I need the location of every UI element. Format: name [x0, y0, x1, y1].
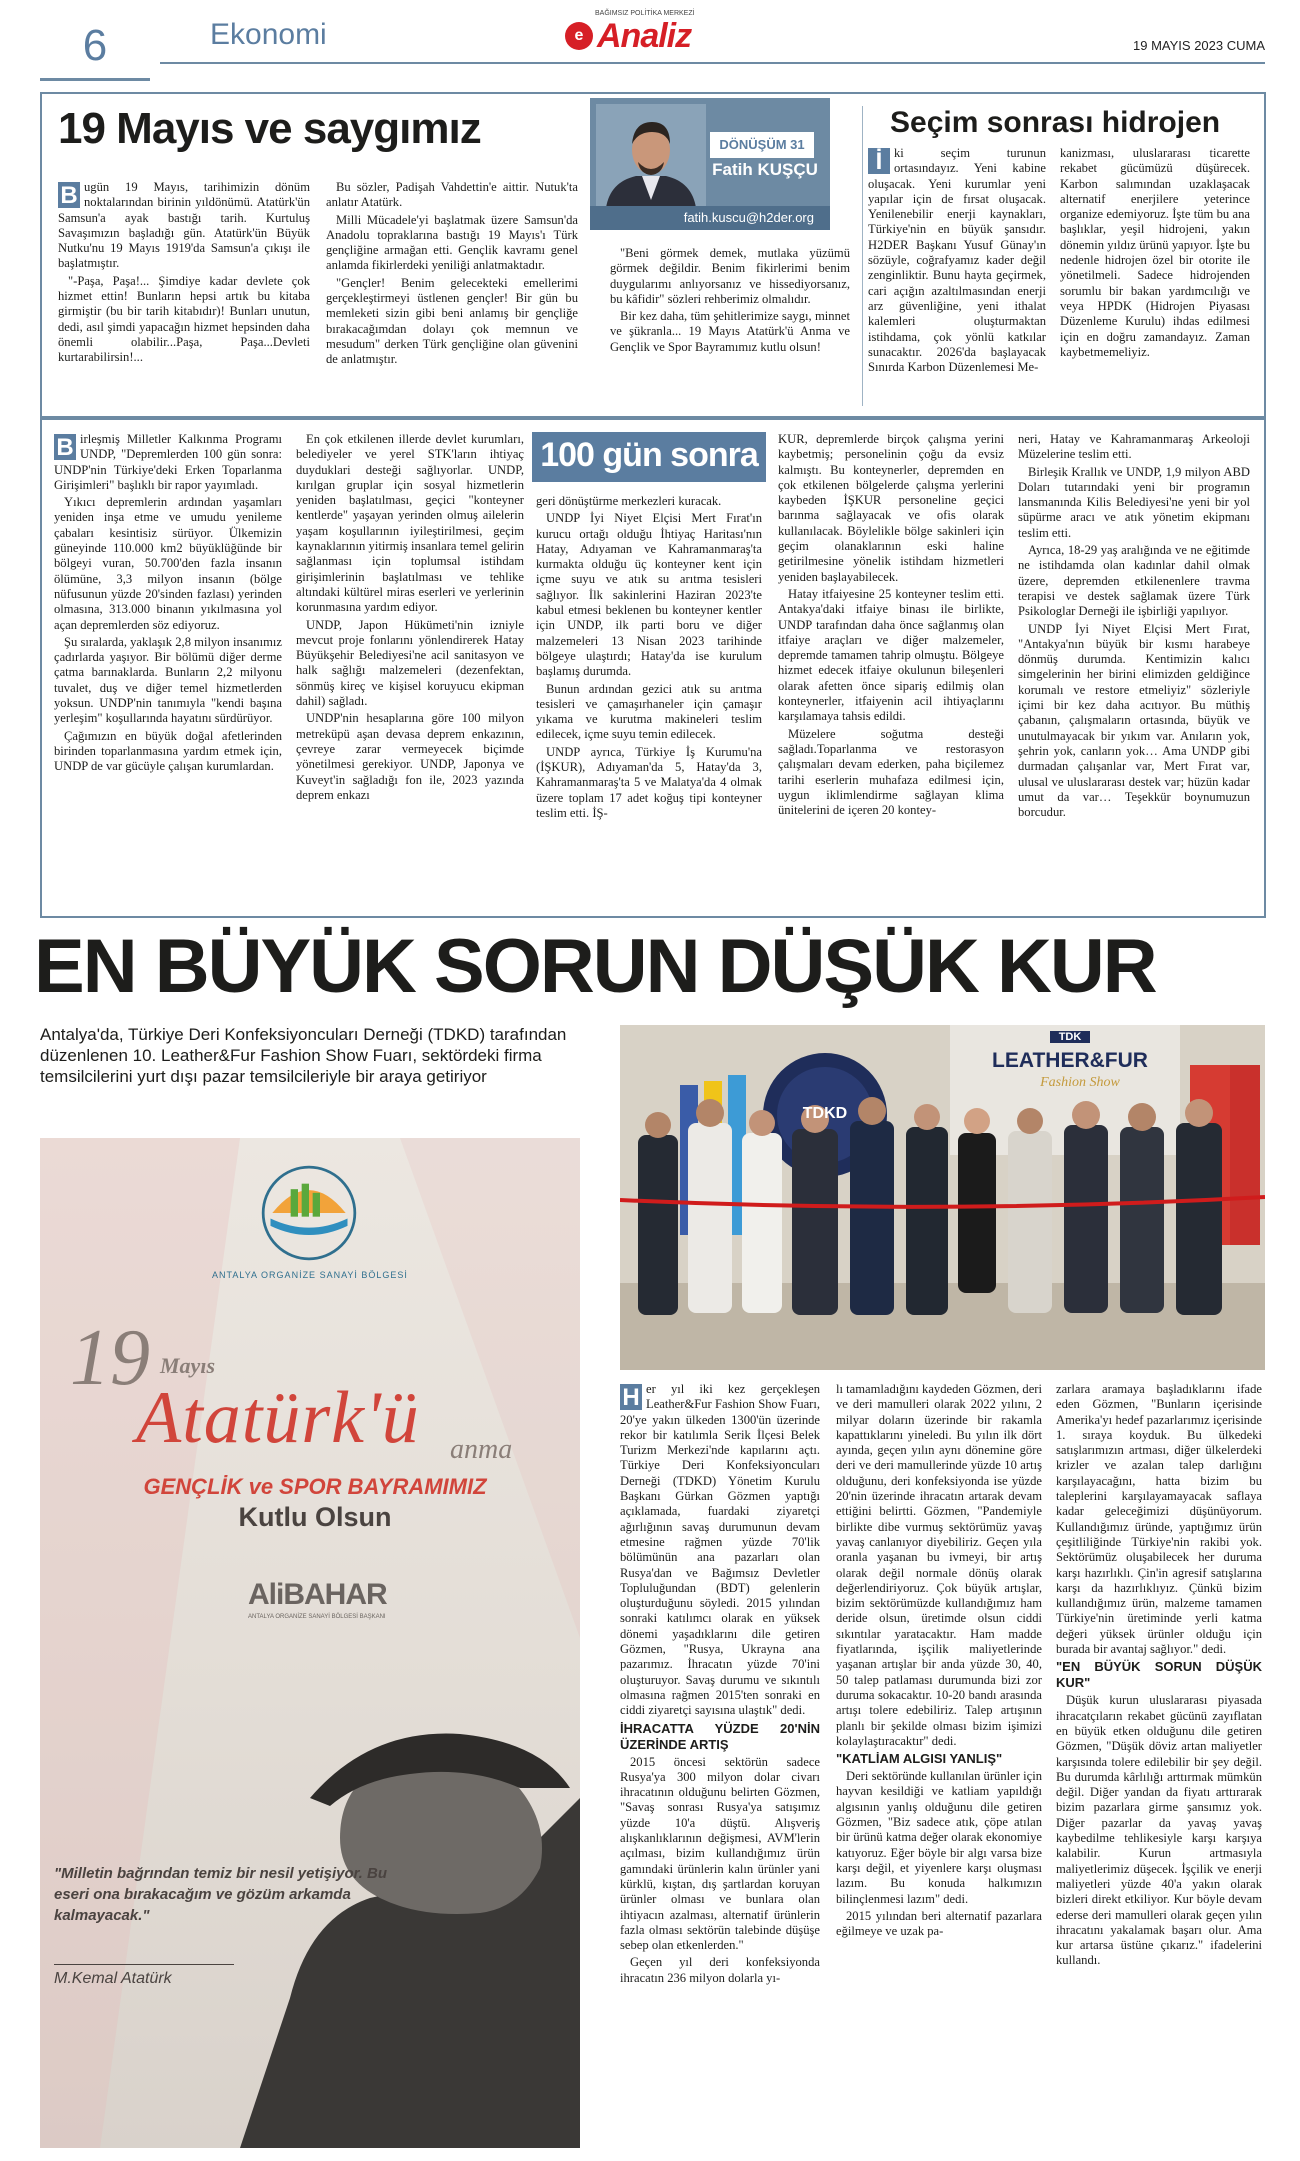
- article2-title: Seçim sonrası hidrojen: [890, 106, 1221, 139]
- subhead-katliam: "KATLİAM ALGISI YANLIŞ": [836, 1751, 1003, 1767]
- main-headline: EN BÜYÜK SORUN DÜŞÜK KUR: [34, 924, 1156, 1009]
- article4-deck: Antalya'da, Türkiye Deri Konfeksiyoncuları Derneği (TDKD) tarafından düzenlenen 10. Leather&Fur Fashion Show Fuarı, sektördeki firma temsilcilerini yurt dışı pazar temsilcileriyle bir araya getiriyor: [40, 1025, 567, 1086]
- advert-org: ANTALYA ORGANİZE SANAYİ BÖLGESİ: [212, 1270, 408, 1280]
- advert-brand: AliBAHAR: [248, 1578, 387, 1611]
- dropcap-b: B: [58, 182, 80, 208]
- author-portrait: [596, 104, 706, 208]
- tdkd-badge: TDKD: [802, 1105, 848, 1122]
- advert-quote-rule: [54, 1964, 234, 1965]
- aosb-logo-icon: [254, 1158, 364, 1268]
- advert-quote: "Milletin bağrından temiz bir nesil yetişiyor. Bu eseri ona bırakacağım ve gözüm arkamda kalmayacak.": [54, 1865, 388, 1924]
- issue-date: 19 MAYIS 2023 CUMA: [1133, 38, 1265, 53]
- fair-banner-top: TDK: [1050, 1031, 1090, 1043]
- advert-line2: Kutlu Olsun: [238, 1502, 392, 1532]
- article2-col1: İ ki seçim turunun ortasındayız. Yeni kabine oluşacak. Yeni kurumlar yeni yapılar için de fırsat oluşacak. Yenilenebilir enerji kaynakları, Türkiye'nin en büyük şansıdır. H2DER Başkanı Yusuf Günay'ın sözüyle, coğrafyamız kader değil zenginliktir. Bunu hayta geçirmek, cari açığın azaltılmasından enerji arz güvenliğine, yeni ithalat kalemleri oluşturmaktan istihdama, çok yönlü katkılar sunacaktır. 2026'da başlayacak Sınırda Karbon Düzenlemesi Me-: [868, 146, 1046, 375]
- article4-col2: lı tamamladığını kaydeden Gözmen, deri ve deri mamulleri olarak 2022 yılını, 2 milyar doların üzerinde bir rakamla kapattıklarını yineledi. Bu yılın ilk dört ayında, geçen yılın aynı dönemine göre deri ve deri mamullerinde yüzde 10 artış olduğunu, deri konfeksiyonda ise yüzde 20'nin üzerinde ihracatın artarak devam ettiğini belirtti. Gözmen, "Pandemiyle birlikte dibe vurmuş sektörümüz yavaş yavaş canlanıyor diyebiliriz. Geçen yıla oranla yaşanan bu ivmeyi, bir artış olarak değil normale dönüş olarak değerlendiriyoruz. Çok büyük artışlar, bizim sektörümüzde kullandığımız ham deride olsun, üretimde olsun ciddi sıkıntılar yaratacaktır. Ham madde fiyatlarında, işçilik maliyetlerinde yaşanan artışlar bir anda yüzde 30, 40, 50 talep patlaması durumunda bizi zor duruma sokacaktır. 10-20 bandı arasında artışı tolere edebiliriz. Talep artışının planlı bir şekilde olması bizim işimizi kolaylaştıracaktır" dedi. "KATLİAM ALGISI YANLIŞ" Deri sektöründe kullanılan ürünler için hayvan kesildiği ve katliam yapıldığı algısının yanlış olduğunu dile getiren Gözmen, "Biz sadece atık, çöpe atılan bir ürünü katma değer olarak ekonomiye katıyoruz. Eğer böyle bir algı varsa bize karşı değil, et yiyenlere karşı oluşması lazım. Bu konuda halkımızın bilinçlenmesi lazım" dedi. 2015 yılından beri alternatif pazarlara eğilmeye ve uzak pa-: [836, 1382, 1042, 1939]
- advert-background: [40, 1138, 580, 2148]
- author-name: Fatih KUŞÇU: [712, 160, 818, 179]
- logo-icon: e: [565, 22, 593, 50]
- article4-col1: H er yıl iki kez gerçekleşen Leather&Fur Fashion Show Fuarı, 20'ye yakın ülkeden 1300'ün üzerinde rekor bir katılımla Serik İlçesi Belek Turizm Merkezi'nde kapılarını açtı. Türkiye Deri Konfeksiyoncuları Derneği (TDKD) Yönetim Kurulu Başkanı Gürkan Gözmen yaptığı açıklamada, fuardaki ziyaretçi ağırlığının savaş durumunun devam etmesine rağmen yüzde 70'lik bölümünün ana pazarları olan Rusya'dan ve Bağımsız Devletler Topluluğundan (BDT) gelenlerin oluşturduğunu söyledi. 2015 yılından sonraki katılımcı olarak en yüksek dönemi yaşadıklarını dile getiren Gözmen, "Rusya, Ukrayna ana pazarımız. İhracatın yüzde 70'ini oluşturuyor. Savaş durumu ve sıkıntılı olmasına rağmen 2015'ten sonraki en ciddi ziyaretçi sayısına ulaştık" dedi. İHRACATTA YÜZDE 20'NİN ÜZERİNDE ARTIŞ 2015 öncesi sektörün sadece Rusya'ya 300 milyon dolar civarı ihracatının olduğunu belirten Gözmen, "Savaş sonrası Rusya'ya satışımız yüzde 10'a düştü. Alışveriş alışkanlıklarının değişmesi, AVM'lerin açılması, bizim kullandığımız ürün gamındaki ürünlerin kalın ürünler yani kürklü, kıştan, dış şartlardan koruyan ürünler olması ve bunlara olan ihtiyacın azalması, alternatif ürünlerin fazla olması sektörün talebinde düşüşe sebep olan etkenlerden." Geçen yıl deri konfeksiyonda ihracatın 236 milyon dolarla yı-: [620, 1382, 820, 1985]
- fair-banner-title: LEATHER&FUR: [992, 1049, 1148, 1072]
- column-series: DÖNÜŞÜM 31: [710, 132, 814, 158]
- newspaper-logo[interactable]: [565, 10, 695, 55]
- article3-col4: KUR, depremlerde birçok çalışma yerini kaybetmiş; personelinin çoğu da evsiz kalmıştı. Bu konteynerler, depremden en çok etkilenen bölgelerde çalışma yerlerini kaybeden İŞKUR personeline geçici barınma sağlayacak ve ofis olarak kullanılacak. Böylelikle bölge sakinleri için geçim olanaklarının eski haline getirilmesine yönelik istihdam hizmetleri yeniden başlayabilecek. Hatay itfaiyesine 25 konteyner teslim etti. Antakya'daki itfaiye binası ile birlikte, UNDP tarafından daha önce sağlanmış olan itfaiye araçları ve diğer malzemeler, depremde tamamen tahrip olmuştu. Bölgeye hizmet edecek itfaiye okulunun bileşenleri olarak afetten önce sipariş edilmiş olan konteynerler, itfaiyenin acil ihtiyaçlarını karşılamaya tahsis edildi. Müzelere soğutma desteği sağladı.Toparlanma ve restorasyon çalışmaları devam ederken, paha biçilemez tarihi eserlerin muhafaza edilmesi için, uygun iklimlendirme sağlayan klima ünitelerini de içeren 20 kontey-: [778, 432, 1004, 818]
- article3-col2: En çok etkilenen illerde devlet kurumları, belediyeler ve yerel STK'ların ihtiyaç duyduklari desteği sağlıyorlar. UNDP, kırılgan gruplar için sosyal hizmetlerin yeniden başlatılması, geçici "konteyner kentlerde" yaşayan yerinden olmuş ailelerin yaşam koşullarının iyileştirilmesi, geçim kaynaklarının yitirmiş insanlara temel gelirin sağlanması için toplumsal istihdam girişimlerinin başlatılması ve tehlike altındaki kültürel miras eserleri ve yerlerinin korunmasına yardım ediyor. UNDP, Japon Hükümeti'nin izniyle mevcut proje fonlarını yönlendirerek Hatay Büyükşehir Belediyesi'ne acil sanitasyon ve halk sağlığı malzemeleri (dezenfektan, sönmüş kireç ve kişisel koruyucu ekipman dahil) sağladı. UNDP'nin hesaplarına göre 100 milyon metreküpü aşan devasa deprem enkazının, çevreye zarar vermeyecek biçimde yönetilmesi gerekiyor. UNDP, Japonya ve Kuveyt'in sağladığı fon ile, 2023 yazında deprem enkazı: [296, 432, 524, 802]
- article3-col3: geri dönüştürme merkezleri kuracak. UNDP İyi Niyet Elçisi Mert Fırat'ın kurucu ortağı olduğu İhtiyaç Haritası'nın Hatay, Adıyaman ve Kahramanmaraş'ta kurmakta olduğu üç konteyner kent için içme suyu ve atık su arıtma tesisleri sağlıyor. İlk sakinlerini Haziran 2023'te kabul etmesi beklenen bu konteyner kentler için UNDP, ilk parti boru ve diğer malzemeleri 13 Nisan 2023 tarihinde bölgeye ulaştırdı; Hatay'da ise kurulum başlamış durumda. Bunun ardından gezici atık su arıtma tesisleri ve çamaşırhaneler için çamaşır yıkama ve kurutma makineleri teslim edilecek, içme suyu temin edilecek. UNDP ayrıca, Türkiye İş Kurumu'na (İŞKUR), Adıyaman'da 5, Hatay'da 3, Kahramanmaraş'ta 5 ve Malatya'da 4 olmak üzere toplam 17 adet koğuş tipi konteyner teslim etti. İŞ-: [536, 494, 762, 820]
- article1-title: 19 Mayıs ve saygımız: [58, 104, 481, 153]
- advert-brand-sub: ANTALYA ORGANİZE SANAYİ BÖLGESİ BAŞKANI: [248, 1614, 386, 1620]
- advert-anma: anma: [450, 1434, 513, 1465]
- article3-title: 100 gün sonra: [540, 436, 758, 474]
- subhead-dusuk-kur: "EN BÜYÜK SORUN DÜŞÜK KUR": [1056, 1659, 1262, 1691]
- advert-line1: GENÇLİK ve SPOR BAYRAMIMIZ: [143, 1474, 487, 1499]
- fair-ribbon-photo: [620, 1025, 1265, 1370]
- dropcap-b2: B: [54, 434, 76, 460]
- page-number: 6: [40, 18, 150, 81]
- article3-col5: neri, Hatay ve Kahramanmaraş Arkeoloji Müzelerine teslim etti. Birleşik Krallık ve UNDP, 1,9 milyon ABD Doları tutarındaki yeni bir programın lansmanında Kilis Belediyesi'ne yeni bir yol süpürme aracı ve atık yönetim ekipmanı teslim etti. Ayrıca, 18-29 yaş aralığında ve ne eğitimde ne istihdamda olan kadınlar dahil olmak üzere, depremden etkilenenlere travma terapisi ve destek sağlamak üzere Türk Psikologlar Derneği ile işbirliği yapılıyor. UNDP İyi Niyet Elçisi Mert Fırat, "Antakya'nın büyük bir kısmı harabeye dönmüş durumda. Kentimizin kalıcı simgelerinin her birini elimizden geldiğince korumalı ve restore etmeliyiz" sözleriyle içimi bir kez daha acıtıyor. Bu müthiş çabanın, çalışmaların ortasında, büyük ve unutulmayacak bir yıkım var. Anıların yok, şehrin yok, canların yok… Ama UNDP gibi durmadan çalışanlar var, Mert Fırat var, ulusal ve uluslararası destek var; hüzün kadar umut da var… Teşekkür boynumuzun borcudur.: [1018, 432, 1250, 820]
- advert-month: Mayıs: [160, 1353, 215, 1378]
- fair-banner-sub: Fashion Show: [1040, 1075, 1120, 1090]
- subhead-ihracat: İHRACATTA YÜZDE 20'NİN ÜZERİNDE ARTIŞ: [620, 1720, 820, 1752]
- ataturk-advert[interactable]: [40, 1138, 580, 2148]
- section-title: Ekonomi: [210, 18, 327, 51]
- advert-name-script: Atatürk'ü: [136, 1377, 420, 1459]
- article1-col1: B ugün 19 Mayıs, tarihimizin dönüm noktalarından birinin yıldönümü. Atatürk'ün Samsun'a ayak bastığı tarih. Kurtuluş Savaşımızın başladığı gün. Atatürk'ün Büyük Nutku'nu 19 Mayıs 1919'da Samsun'a çıkışı ile başlatmıştır. "-Paşa, Paşa!... Şimdiye kadar devlete çok hizmet ettin! Bunların hepsi artık bu kitaba girmiştir (bu bir tarih kitabıdır)! Bunları unutun, dedi, asıl şimdi yapacağın hizmet hepsinden daha önemli olabilir...Paşa, Paşa...Devleti kurtarabilirsin!...: [58, 180, 310, 365]
- author-byline: [590, 98, 830, 230]
- logo-text: Analiz: [597, 16, 692, 55]
- advert-quote-author: M.Kemal Atatürk: [54, 1970, 172, 1987]
- article1-col2: Bu sözler, Padişah Vahdettin'e aittir. Nutuk'ta anlatır Atatürk. Milli Mücadele'yi başlatmak üzere Samsun'da Anadolu topraklarına bastığı 19 Mayıs'ı Türk gençliğine armağan etti. Gençlik kavramı genel anlamda fikirlerdeki yeniliği anlatmaktadır. "Gençler! Benim gelecekteki emellerimi gerçekleştirmeyi üstlenen gençler! Bir gün bu memleketi sizin gibi beni anlamış bir gençliğe bırakacağımdan dolayı çok memnun ve mesudum" derken Türk gençliğine olan güvenini de anlatmıştır.: [326, 180, 578, 367]
- column-divider: [862, 106, 863, 406]
- header-rule: [160, 62, 1265, 64]
- advert-day: 19: [70, 1314, 150, 1402]
- page-header: [40, 10, 1265, 70]
- article1-col3: "Beni görmek demek, mutlaka yüzümü görmek değildir. Benim fikirlerimi benim duygularımı anlıyorsanız ve hissediyorsanız, bu kâfidir" sözleri rehberimiz olmalıdır. Bir kez daha, tüm şehitlerimize saygı, minnet ve şükranla... 19 Mayıs Atatürk'ü Anma ve Gençlik ve Spor Bayramımız kutlu olsun!: [610, 246, 850, 354]
- article2-col2: kanizması, uluslararası ticarette rekabet gücümüzü düşürecek. Karbon salımından uzaklaşacak alternatif enerjilere yeterince organize edemiyoruz. İşte tüm bu ana başlıklar, yeşil hidrojeni, yakın dönemin yıldız ürünü yapıyor. İşte bu nedenle hidrojen özel bir otorite ile yönetilmeli. Sadece hidrojenden sorumlu bir bakan yardımcılığı ve veya HPDK (Hidrojen Piyasası Düzenleme Kurulu) ihdas edilmesi için en doğru zamandayız. Zaman kaybetmemeliyiz.: [1060, 146, 1250, 359]
- article4-col3: zarlara aramaya başladıklarını ifade eden Gözmen, "Bunların içerisinde Amerika'yı hedef pazarlarımız içerisinde 1. sıraya koyduk. Bu ülkedeki satışlarımızın artması, diğer ülkelerdeki krizler ve azalan talep darlığını karşılayacağını, hatta bizim bu taleplerini karşılayamayacak saflaya kadar geleceğimizi düşünüyorum. Kullandığımız üründe, yaptığımız ürün çeşitliliğinde Türkiye'nin rakibi yok. Sektörümüz oluşabilecek her duruma karşı hazırlıklı. Çin'in agresif satışlarına karşı da hazırlıklıyız. Çünkü bizim kullandığımız ürün, malzeme tamamen Türkiye'nin üretiminde yerli katma değeri yüksek ürünler olduğu için burada bir avantaj sağlıyor." dedi. "EN BÜYÜK SORUN DÜŞÜK KUR" Düşük kurun uluslararası piyasada ihracatçıların rekabet gücünü zayıflatan en büyük etken olduğunu dile getiren Gözmen, "Düşük döviz artan maliyetler karşısında tolere edilebilir bir şey değil. Bu durumda kârlılığı arttırmak mümkün değil. Diğer yandan da fiyatı arttırarak bizim pazarlara girme şansımız yok. Diğer pazarlar da yavaş yavaş kaybedilme tehlikesiyle karşı karşıya kalabilir. Kurun artmasıyla maliyetlerimiz düşecek. İşçilik ve enerji maliyetleri yüzde 40'a yakın olarak bizleri direkt etkiliyor. Kur böyle devam ederse deri mamulleri olarak geçen yılın ihracatını yakalamak başarı olur. Ama kur artarsa üstüne çıkarız." ifadelerini kullandı.: [1056, 1382, 1262, 1968]
- dropcap-i: İ: [868, 148, 890, 174]
- logo-tagline: BAĞIMSIZ POLİTİKA MERKEZİ: [595, 10, 695, 17]
- author-email[interactable]: fatih.kuscu@h2der.org: [590, 206, 830, 230]
- photo-illustration: [620, 1025, 1265, 1370]
- article3-col1: B irleşmiş Milletler Kalkınma Programı UNDP, "Depremlerden 100 gün sonra: UNDP'nin Türkiye'deki Erken Toparlanma Girişimleri" başlıklı bir rapor yayımladı. Yıkıcı depremlerin ardından yaşamları yeniden inşa etme ve umudu yenileme çabaları kesintisiz sürüyor. Ülkemizin güneyinde 110.000 km2 büyüklüğünde bir bölgeyi vuran, 50.700'den fazla insanın ölümüne, 3,3 milyon insanın (bölge nüfusunun yüzde 20'sinden fazlası) yerinden olmasına, 313.000 binanın yıkılmasına yol açan depremlerden söz ediyoruz. Şu sıralarda, yaklaşık 2,8 milyon insanımız çadırlarda yaşıyor. Bir bölümü diğer derme çatma barınaklarda. Bunların 2,2 milyonu tuvalet, duş ve diğer temel hizmetlerden yoksun. UNDP'nin tanımıyla "kendi başına yerleşim" koşullarında hayatını sürdürüyor. Çağımızın en büyük doğal afetlerinden birinden toparlanmasına yardım etmek için, UNDP de var gücüyle çalışan kurumlardan.: [54, 432, 282, 774]
- dropcap-h: H: [620, 1384, 642, 1410]
